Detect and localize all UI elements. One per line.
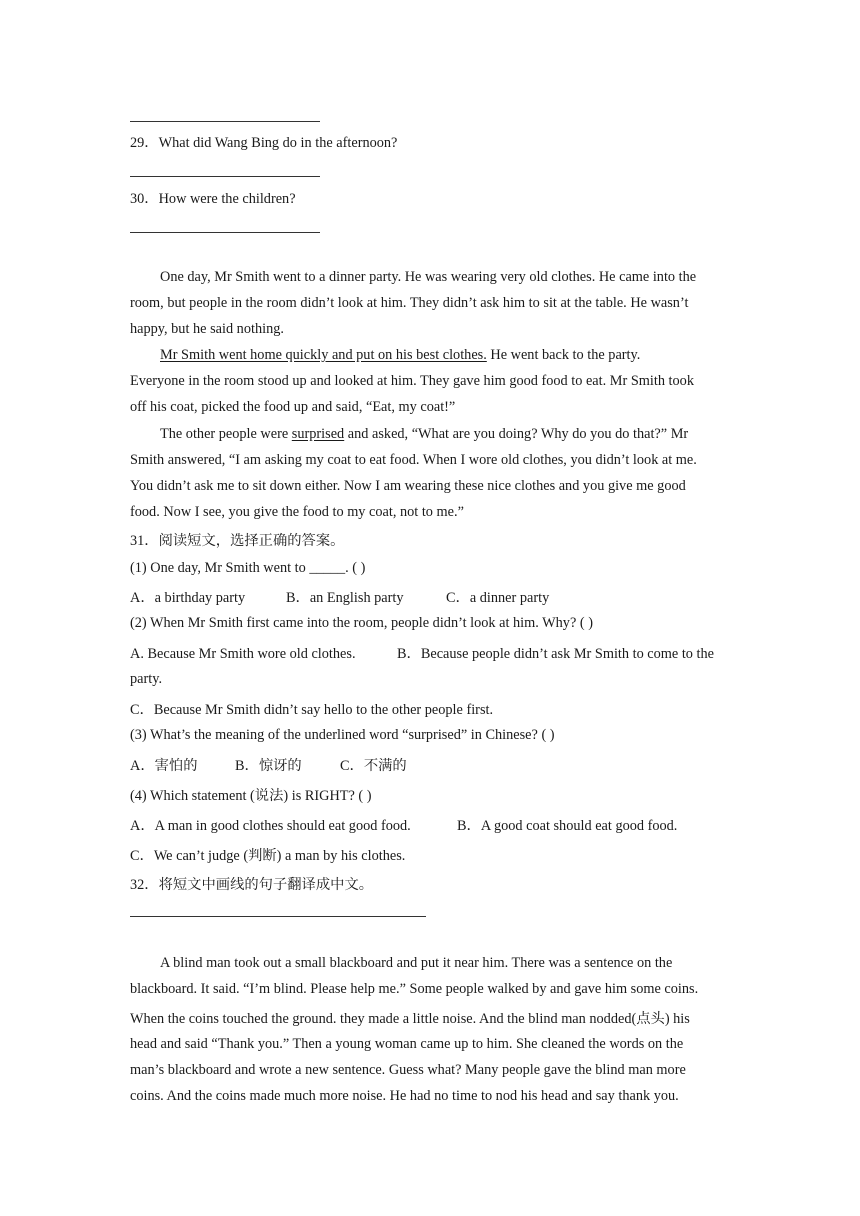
answer-blank-29[interactable] [130,176,320,177]
option-c[interactable]: C．We can’t judge (判断) a man by his clothes. [130,848,406,864]
question-number: 30． [130,191,159,207]
passage-line [160,347,640,364]
passage-line: off his coat, picked the food up and said, “Eat, my coat!” [130,399,456,415]
option-b[interactable]: B．Because people didn’t ask Mr Smith to come to the [397,646,714,662]
passage-line: When the coins touched the ground. they made a little noise. And the blind man nodded(点头) his [130,1011,690,1027]
passage-line: One day, Mr Smith went to a dinner party. He was wearing very old clothes. He came into the [160,269,697,285]
option-a[interactable]: A．A man in good clothes should eat good food. [130,818,411,834]
options-31-4 [130,815,677,835]
passage-line: head and said “Thank you.” Then a young woman came up to him. She cleaned the words on the [130,1036,684,1052]
options-31-3 [130,755,407,775]
question-29 [130,132,397,152]
option-c[interactable]: C．Because Mr Smith didn’t say hello to the other people first. [130,702,494,718]
passage-text: and asked, “What are you doing? Why do you do that?” Mr [344,426,689,442]
passage-text: The other people were [160,426,292,442]
answer-blank-32[interactable] [130,916,426,917]
question-31-title: 31．阅读短文，选择正确的答案。 [130,533,345,549]
option-c[interactable]: C．不满的 [340,758,407,774]
underlined-sentence: Mr Smith went home quickly and put on his best clothes. [160,347,487,363]
passage-line: Everyone in the room stood up and looked at him. They gave him good food to eat. Mr Smith took [130,373,694,389]
question-31-1: (1) One day, Mr Smith went to _____. ( ) [130,560,366,576]
underlined-word: surprised [291,426,345,442]
option-c[interactable]: C．a dinner party [446,590,550,606]
passage-line: room, but people in the room didn’t look at him. They didn’t ask him to sit at the table. He wasn’t [130,295,689,311]
question-31-3: (3) What’s the meaning of the underlined word “surprised” in Chinese? ( ) [130,727,555,743]
passage-line: Smith answered, “I am asking my coat to eat food. When I wore old clothes, you didn’t look at me. [130,452,697,468]
option-b-continued: party. [130,671,163,687]
passage-text: He went back to the party. [486,347,641,363]
question-31-4: (4) Which statement (说法) is RIGHT? ( ) [130,788,372,804]
passage-line: You didn’t ask me to sit down either. Now I am wearing these nice clothes and you give me good [130,478,686,494]
passage-line: food. Now I see, you give the food to my coat, not to me.” [130,504,464,520]
question-30 [130,188,296,208]
options-31-1 [130,587,549,607]
question-text: What did Wang Bing do in the afternoon? [158,135,398,151]
answer-blank-28[interactable] [130,121,320,122]
option-a[interactable]: A．a birthday party [130,590,246,606]
passage-line: happy, but he said nothing. [130,321,284,337]
passage-line: coins. And the coins made much more noise. He had no time to nod his head and say thank you. [130,1088,679,1104]
option-a[interactable]: A．害怕的 [130,758,198,774]
option-a[interactable]: A. Because Mr Smith wore old clothes. [130,646,356,662]
question-text: How were the children? [158,191,296,207]
question-31-2: (2) When Mr Smith first came into the room, people didn’t look at him. Why? ( ) [130,615,593,631]
passage-line [160,426,688,443]
option-b[interactable]: B．A good coat should eat good food. [457,818,678,834]
answer-blank-30[interactable] [130,232,320,233]
passage-line: man’s blackboard and wrote a new sentence. Guess what? Many people gave the blind man more [130,1062,686,1078]
question-number: 29． [130,135,159,151]
option-b[interactable]: B．惊讶的 [235,758,302,774]
passage-line: blackboard. It said. “I’m blind. Please help me.” Some people walked by and gave him some coins. [130,981,699,997]
passage-line: A blind man took out a small blackboard and put it near him. There was a sentence on the [160,955,673,971]
option-b[interactable]: B．an English party [286,590,404,606]
options-31-2 [130,643,714,663]
question-32-title: 32．将短文中画线的句子翻译成中文。 [130,877,374,893]
